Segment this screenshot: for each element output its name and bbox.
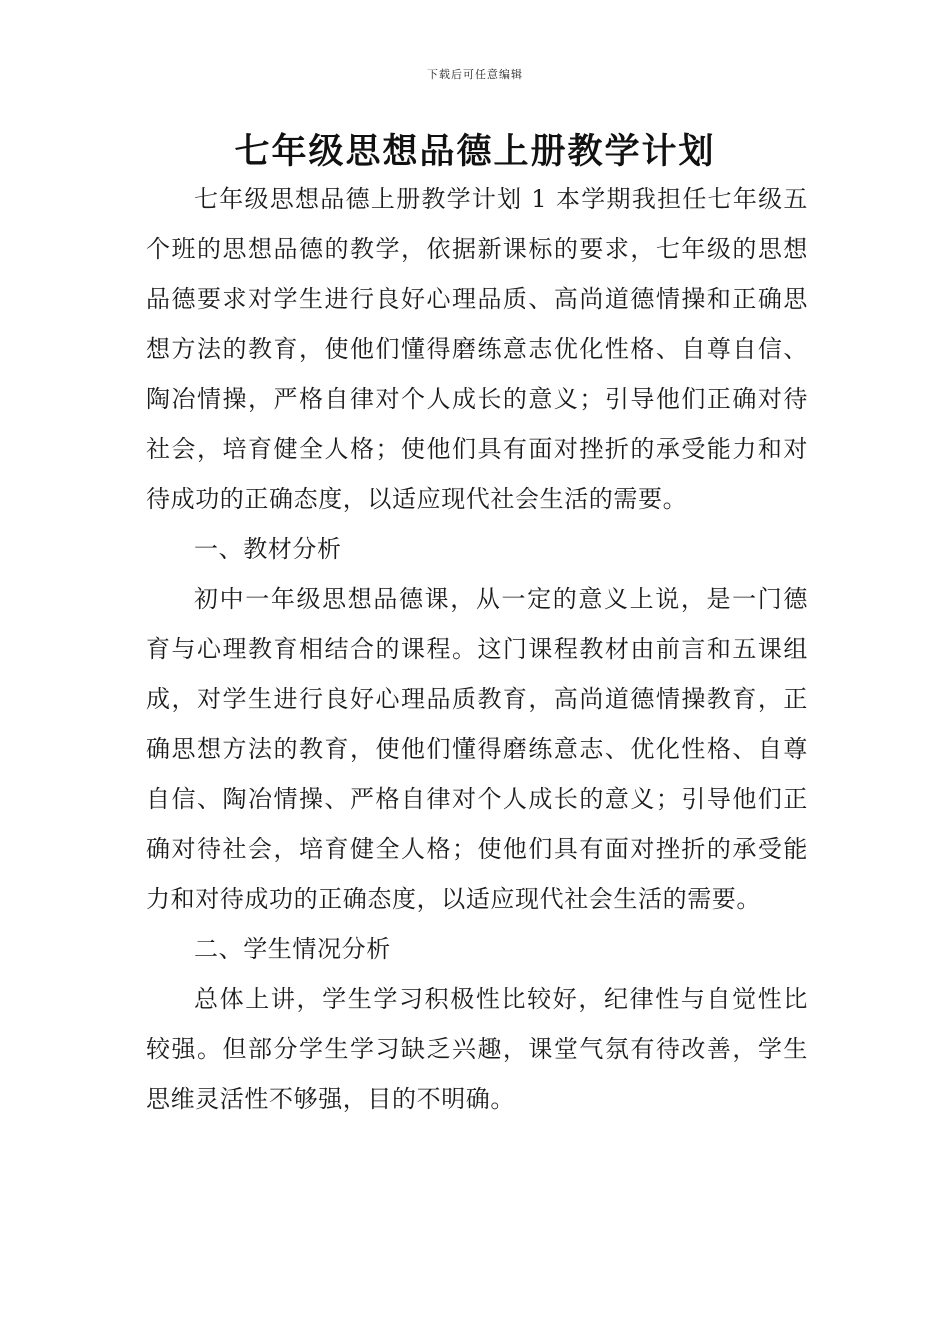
section-heading-student-analysis: 二、学生情况分析 xyxy=(194,935,391,963)
intro-paragraph: 七年级思想品德上册教学计划 1 本学期我担任七年级五个班的思想品德的教学，依据新课标的要求，七年级的思想品德要求对学生进行良好心理品质、高尚道德情操和正确思想方法的教育，使他们懂得磨练意志优化性格、自尊自信、陶冶情操，严格自律对个人成长的意义；引导他们正确对待社会，培育健全人格；使他们具有面对挫折的承受能力和对待成功的正确态度，以适应现代社会生活的需要。 xyxy=(146,185,808,513)
student-analysis-paragraph: 总体上讲，学生学习积极性比较好，纪律性与自觉性比较强。但部分学生学习缺乏兴趣，课堂气氛有待改善，学生思维灵活性不够强，目的不明确。 xyxy=(146,985,808,1113)
header-note: 下载后可任意编辑 xyxy=(427,68,523,81)
section-heading-textbook-analysis: 一、教材分析 xyxy=(194,535,342,563)
document-body xyxy=(146,174,808,1124)
textbook-analysis-paragraph: 初中一年级思想品德课，从一定的意义上说，是一门德育与心理教育相结合的课程。这门课程教材由前言和五课组成，对学生进行良好心理品质教育，高尚道德情操教育，正确思想方法的教育，使他们懂得磨练意志、优化性格、自尊自信、陶冶情操、严格自律对个人成长的意义；引导他们正确对待社会，培育健全人格；使他们具有面对挫折的承受能力和对待成功的正确态度，以适应现代社会生活的需要。 xyxy=(146,585,808,913)
document-title: 七年级思想品德上册教学计划 xyxy=(234,132,716,172)
